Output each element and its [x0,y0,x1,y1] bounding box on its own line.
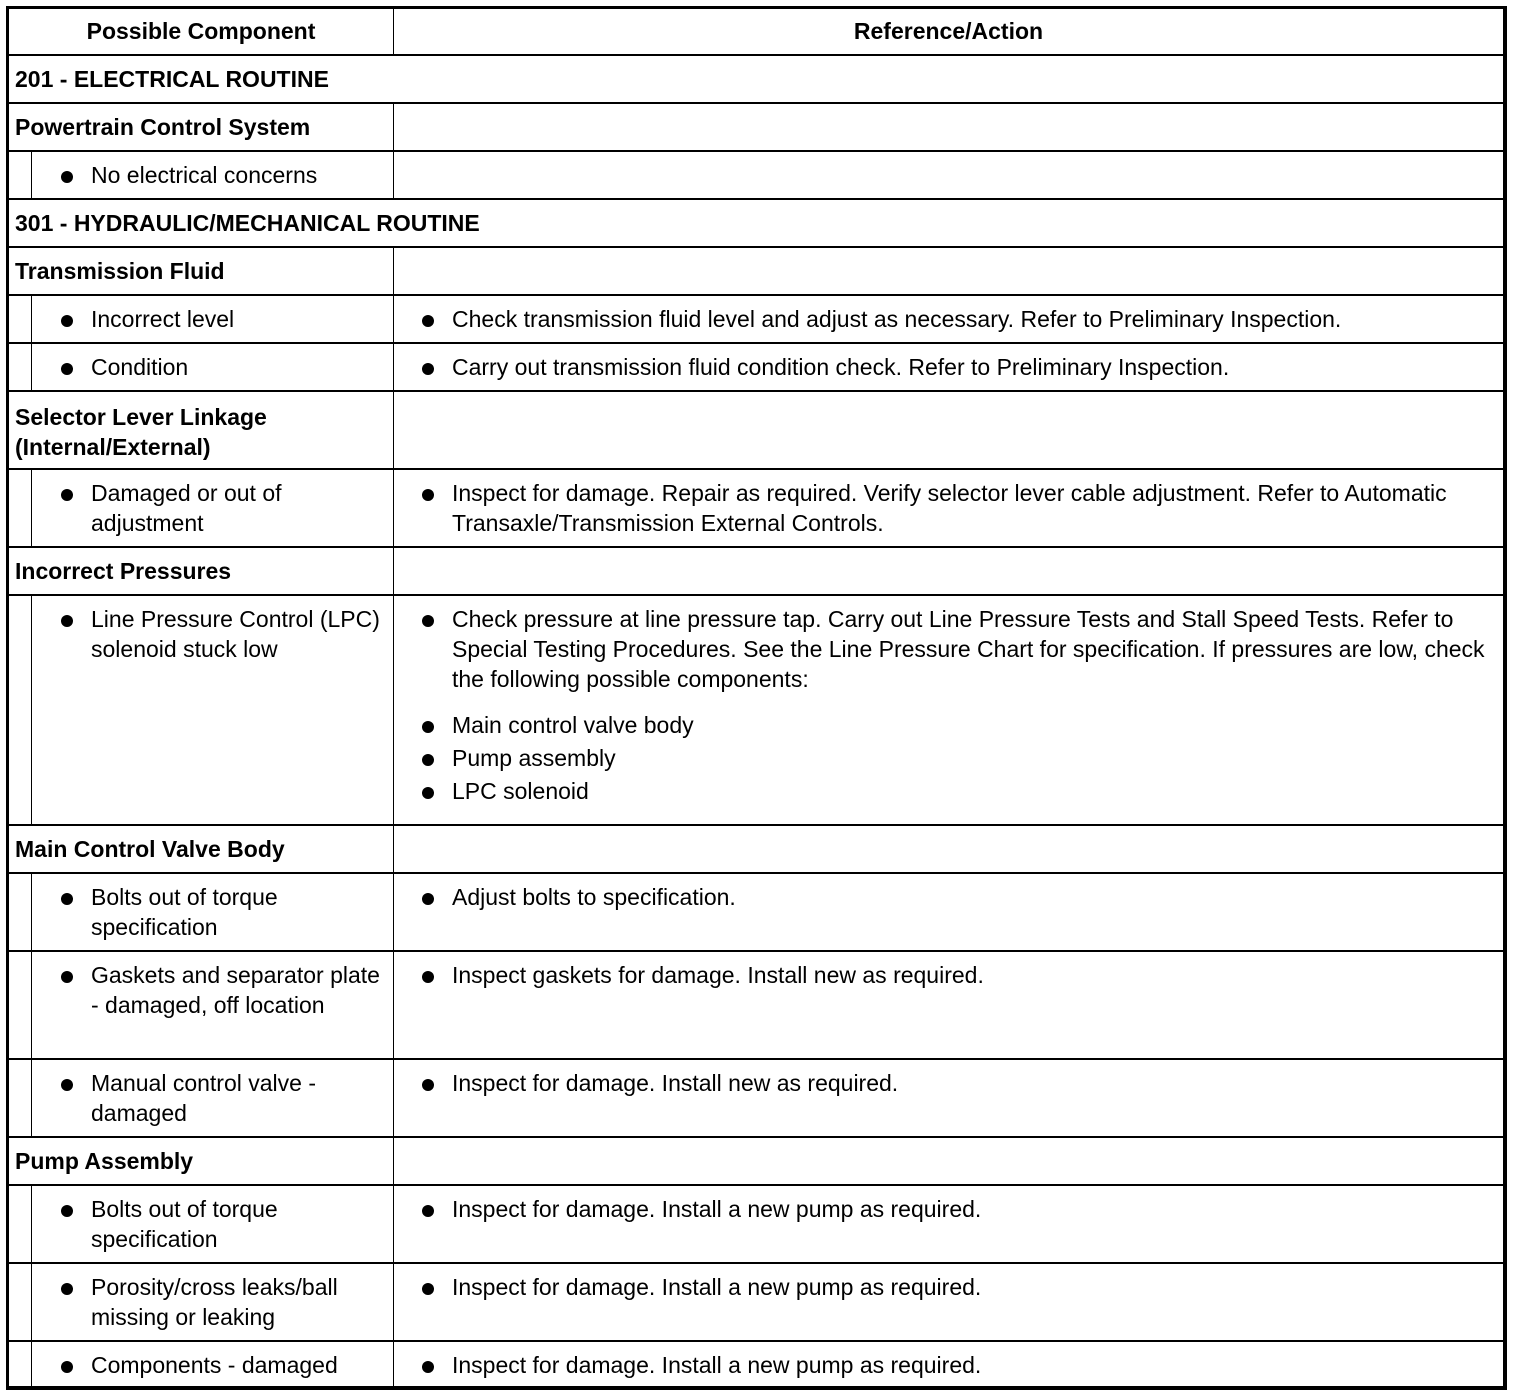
bullet-icon [33,1350,91,1380]
bullet-icon [394,743,452,773]
bullet-icon [394,776,452,806]
sub-action-text: Pump assembly [452,745,616,771]
group-title: Incorrect Pressures [9,548,394,594]
group-title: Pump Assembly [9,1138,394,1184]
group-row [9,824,1503,872]
bullet-icon [394,478,452,538]
component-text: Bolts out of torque specification [91,884,278,940]
action-text: Check transmission fluid level and adjust as necessary. Refer to Preliminary Inspection. [452,306,1342,332]
component-text: Incorrect level [91,306,235,332]
bullet-icon [33,960,91,1020]
bullet-icon [394,882,452,912]
sub-action-text: LPC solenoid [452,778,589,804]
header-reference-action: Reference/Action [853,18,1044,44]
component-text: Line Pressure Control (LPC) solenoid stuck low [91,606,380,662]
action-text: Adjust bolts to specification. [452,884,736,910]
component-text: No electrical concerns [91,162,318,188]
section-row [9,198,1503,246]
bullet-icon [394,1350,452,1380]
bullet-icon [33,1272,91,1332]
table-row [9,872,1503,950]
action-text: Inspect for damage. Install new as required. [452,1070,899,1096]
bullet-icon [394,960,452,990]
table-row [9,342,1503,390]
action-text: Inspect for damage. Repair as required. Verify selector lever cable adjustment. Refer to Automatic Transaxle/Transmission External Controls. [452,480,1447,536]
table-row [9,594,1503,824]
bullet-icon [33,160,91,190]
component-text: Bolts out of torque specification [91,1196,278,1252]
table-row [9,294,1503,342]
bullet-icon [394,304,452,334]
component-text: Manual control valve - damaged [91,1070,316,1126]
action-text: Carry out transmission fluid condition check. Refer to Preliminary Inspection. [452,354,1230,380]
action-text: Inspect for damage. Install a new pump as required. [452,1352,982,1378]
bullet-icon [394,604,452,694]
table-row [9,1340,1503,1386]
bullet-icon [394,1272,452,1302]
diagnostic-table [6,6,1507,1390]
component-text: Condition [91,354,189,380]
bullet-icon [33,478,91,538]
group-title: Powertrain Control System [9,104,394,150]
component-text: Gaskets and separator plate - damaged, off location [91,962,380,1018]
group-row [9,546,1503,594]
bullet-icon [394,1068,452,1098]
table-row [9,468,1503,546]
bullet-icon [394,710,452,740]
action-text: Inspect gaskets for damage. Install new as required. [452,962,984,988]
table-row [9,1184,1503,1262]
section-row [9,54,1503,102]
group-title: Selector Lever Linkage (Internal/External) [9,392,394,468]
bullet-icon [33,1068,91,1128]
sub-action-text: Main control valve body [452,712,694,738]
section-title: 201 - ELECTRICAL ROUTINE [15,66,329,92]
bullet-icon [394,352,452,382]
table-row [9,150,1503,198]
bullet-icon [33,304,91,334]
group-row [9,246,1503,294]
action-text: Inspect for damage. Install a new pump as required. [452,1196,982,1222]
group-title: Transmission Fluid [9,248,394,294]
group-row [9,102,1503,150]
group-row [9,390,1503,468]
header-possible-component: Possible Component [9,9,394,54]
bullet-icon [394,1194,452,1224]
table-row [9,1058,1503,1136]
group-title: Main Control Valve Body [9,826,394,872]
action-text: Inspect for damage. Install a new pump as required. [452,1274,982,1300]
table-row [9,1262,1503,1340]
section-title: 301 - HYDRAULIC/MECHANICAL ROUTINE [15,210,480,236]
action-text: Check pressure at line pressure tap. Carry out Line Pressure Tests and Stall Speed Tests. Refer to Special Testing Procedures. See the Line Pressure Chart for specification. If pressures are low, check the following possible components: [452,606,1485,692]
bullet-icon [33,882,91,942]
component-text: Components - damaged [91,1352,338,1378]
group-row [9,1136,1503,1184]
bullet-icon [33,604,91,664]
table-header-row [9,9,1503,54]
bullet-icon [33,1194,91,1254]
sub-action-list [394,694,1503,812]
bullet-icon [33,352,91,382]
component-text: Porosity/cross leaks/ball missing or leaking [91,1274,338,1330]
table-row [9,950,1503,1058]
component-text: Damaged or out of adjustment [91,480,282,536]
